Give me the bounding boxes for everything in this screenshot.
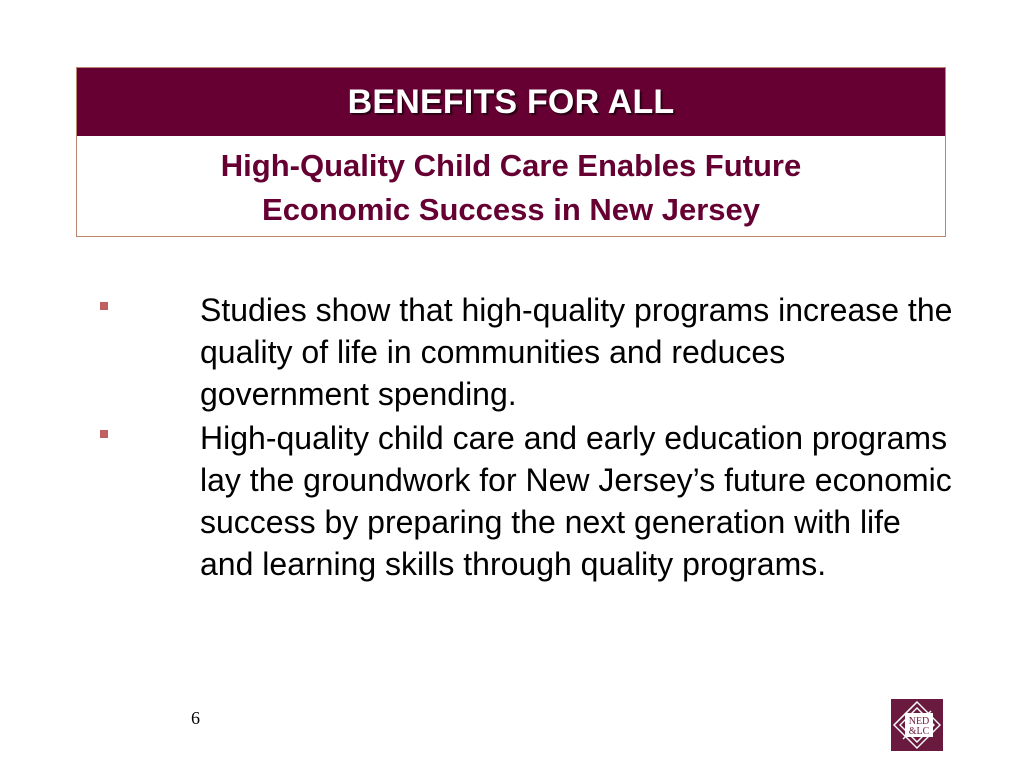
- subtitle-line-1: High-Quality Child Care Enables Future: [220, 148, 802, 183]
- title-banner: [77, 68, 945, 136]
- subtitle-line-2: Economic Success in New Jersey: [262, 192, 760, 227]
- square-bullet-icon: [100, 430, 108, 438]
- organization-logo-icon: [891, 699, 943, 751]
- square-bullet-icon: [100, 302, 108, 310]
- bullet-text-2: High-quality child care and early education programs lay the groundwork for New Jersey’s future economic success by preparing the next generation with life and learning skills through quality programs.: [200, 420, 952, 582]
- bullet-item-1: [96, 289, 956, 415]
- bullet-list: [96, 289, 956, 587]
- logo-text-line-1: NED: [908, 716, 930, 727]
- slide-subtitle: [77, 144, 945, 232]
- bullet-item-2: [96, 417, 956, 585]
- bullet-text-1: Studies show that high-quality programs increase the quality of life in communities and reduces government spending.: [200, 292, 953, 412]
- banner-title: BENEFITS FOR ALL: [347, 82, 675, 121]
- logo-text-line-2: &LC: [908, 726, 930, 737]
- title-box: [76, 67, 946, 237]
- page-number: 6: [191, 708, 200, 728]
